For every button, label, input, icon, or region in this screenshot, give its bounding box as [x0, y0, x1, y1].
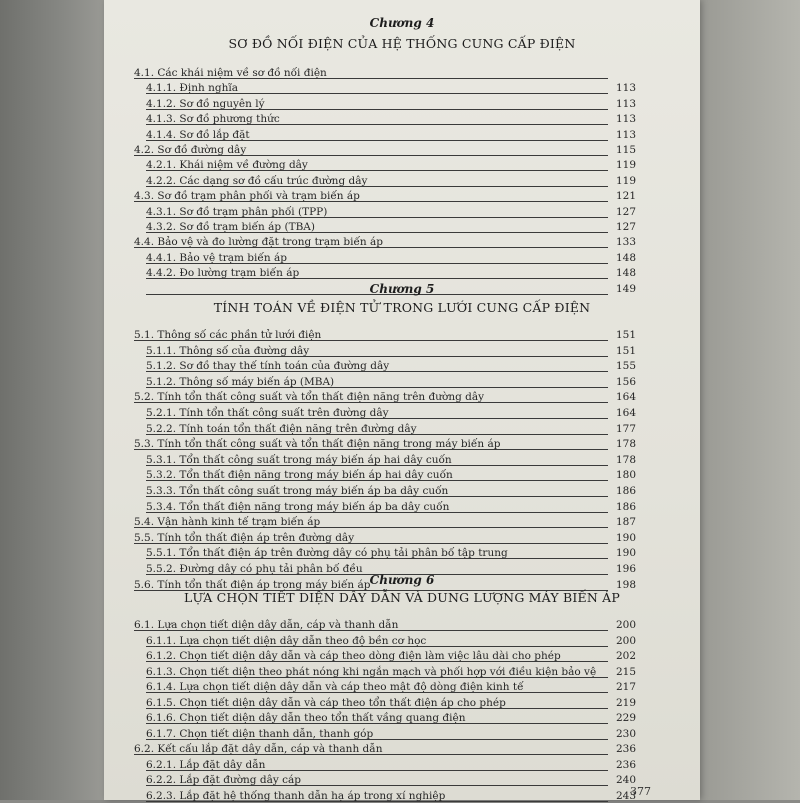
toc-entry-page: 164 [615, 391, 636, 404]
toc-entry [146, 174, 636, 188]
toc-entry-label: 4.2.1. Khái niệm về đường dây [146, 159, 308, 172]
toc-entry-label: 4.1. Các khái niệm về sơ đồ nối điện [134, 67, 327, 79]
toc-entry-page: 155 [615, 360, 636, 373]
toc-entry-page: 113 [615, 113, 636, 126]
page-number: 377 [630, 785, 651, 798]
toc-entry-page: 219 [615, 696, 636, 709]
toc-entry-page: 127 [615, 221, 636, 233]
table-background [700, 0, 800, 800]
toc-entry [146, 696, 636, 710]
toc-entry-label: 5.1.2. Thông số máy biến áp (MBA) [146, 375, 335, 388]
toc-entry-page: 230 [615, 727, 636, 740]
toc-entry [146, 727, 636, 741]
toc-entry-page: 240 [615, 774, 636, 786]
toc-entry [146, 81, 636, 95]
toc-entry-label: 5.4. Vận hành kinh tế trạm biến áp [134, 516, 321, 529]
toc-entry-page: 148 [615, 251, 636, 264]
toc-entry-label: 4.1.1. Định nghĩa [146, 82, 238, 95]
toc-entry [146, 546, 636, 560]
toc-entry-label: 5.5.1. Tổn thất điện áp trên đường dây có phụ tải phân bố tập trung [146, 547, 508, 560]
toc-entry [134, 618, 636, 632]
toc-entry-label: 5.1.1. Thông số của đường dây [146, 344, 310, 357]
toc-entry-label: 5.2.2. Tính toán tổn thất điện năng trên đường dây [146, 422, 417, 435]
toc-entry-page: 186 [615, 500, 636, 513]
toc-entry [134, 437, 636, 451]
toc-entry-label: 5.6. Tính tổn thất điện áp trong máy biến áp [134, 578, 371, 591]
toc-entry-label: 6.2.3. Lắp đặt hệ thống thanh dẫn hạ áp trong xí nghiệp [146, 789, 446, 802]
toc-entry-page: 187 [615, 516, 636, 529]
toc-entry-page: 202 [615, 650, 636, 662]
toc-entry [146, 406, 636, 420]
toc-entry-label: 6.1.1. Lựa chọn tiết diện dây dẫn theo độ bền cơ học [146, 634, 427, 647]
toc-entry [146, 158, 636, 172]
toc-entry [146, 758, 636, 772]
toc-entry [134, 189, 636, 203]
toc-entry [146, 665, 636, 679]
toc-entry [146, 773, 636, 787]
toc-entry-page: 119 [615, 159, 636, 172]
toc-entry-label: 5.5.2. Đường dây có phụ tải phân bố đều [146, 563, 363, 575]
toc-entry-label: 5.2.1. Tính tổn thất công suất trên đường dây [146, 407, 389, 419]
toc-entry-label: 6.1.2. Chọn tiết diện dây dẫn và cáp theo dòng điện làm việc lâu dài cho phép [146, 650, 561, 662]
toc-entry-page: 180 [615, 469, 636, 482]
toc-entry [146, 112, 636, 126]
toc-entry-label: 5.5. Tính tổn thất điện áp trên đường dây [134, 531, 355, 544]
toc-entry [134, 742, 636, 756]
toc-entry-page: 177 [615, 422, 636, 435]
toc-entry-label: 6.1.3. Chọn tiết diện theo phát nóng khi ngắn mạch và phối hợp với điều kiện bảo vệ [146, 665, 597, 678]
toc-entry [146, 453, 636, 467]
toc-entry [134, 66, 636, 80]
toc-entry [134, 515, 636, 529]
toc-entry-label: 4.1.2. Sơ đồ nguyên lý [146, 97, 265, 110]
toc-entry-page: 151 [615, 329, 636, 341]
toc-entry [146, 680, 636, 694]
toc-entry-page: 113 [615, 82, 636, 95]
toc-entry-label: 6.1.6. Chọn tiết diện dây dẫn theo tổn thất vầng quang điện [146, 712, 466, 724]
toc-entry-page: 190 [615, 531, 636, 544]
toc-entry-label: 4.1.4. Sơ đồ lắp đặt [146, 128, 250, 141]
toc-entry [146, 500, 636, 514]
toc-entry-page: 151 [615, 344, 636, 357]
toc-entry-label: 4.2.2. Các dạng sơ đồ cấu trúc đường dây [146, 174, 368, 187]
toc-entry-page: 113 [615, 97, 636, 110]
toc-entry [146, 266, 636, 280]
toc-entry-label: 6.2.2. Lắp đặt đường dây cáp [146, 774, 301, 786]
toc-entry [146, 649, 636, 663]
toc-entry-page: 149 [615, 282, 636, 295]
toc-entry-label: 5.2. Tính tổn thất công suất và tổn thất điện năng trên đường dây [134, 391, 485, 404]
toc-entry-label: 5.3.4. Tổn thất điện năng trong máy biến áp ba dây cuốn [146, 500, 450, 513]
toc-entry-page: 229 [615, 712, 636, 724]
toc-entry-page: 178 [615, 438, 636, 451]
toc-entry-label: 5.3.2. Tổn thất điện năng trong máy biến áp hai dây cuốn [146, 469, 453, 482]
table-of-contents [104, 0, 700, 800]
toc-entry-label: 4.2. Sơ đồ đường dây [134, 144, 247, 156]
toc-entry-label: 4.4. Bảo vệ và đo lường đặt trong trạm biến áp [134, 236, 384, 249]
toc-entry [146, 344, 636, 358]
toc-entry [134, 531, 636, 545]
toc-entry-page: 133 [615, 236, 636, 249]
chapter-label: Chương 4 [369, 16, 435, 30]
chapter-title: TÍNH TOÁN VỀ ĐIỆN TỬ TRONG LƯỚI CUNG CẤP ĐIỆN [213, 300, 591, 315]
toc-entry [146, 422, 636, 436]
book-spine-shadow [0, 0, 110, 800]
toc-entry-page: 119 [615, 174, 636, 187]
toc-entry-page: 236 [615, 758, 636, 771]
toc-entry [134, 390, 636, 404]
chapter-title: LỰA CHỌN TIẾT DIỆN DÂY DẪN VÀ DUNG LƯỢNG MÁY BIẾN ÁP [183, 590, 621, 605]
toc-entry-label: 5.3. Tính tổn thất công suất và tổn thất điện năng trong máy biến áp [134, 438, 501, 451]
toc-entry-label: 6.1. Lựa chọn tiết diện dây dẫn, cáp và thanh dẫn [134, 619, 399, 631]
toc-entry-label: 4.3.2. Sơ đồ trạm biến áp (TBA) [146, 221, 315, 233]
toc-entry-label: 5.1. Thông số các phần tử lưới điện [134, 329, 322, 341]
toc-entry-page: 121 [615, 190, 636, 203]
toc-entry-page: 217 [615, 681, 636, 693]
toc-entry-label: 4.3. Sơ đồ trạm phân phối và trạm biến áp [134, 190, 360, 203]
toc-entry-label: 6.2. Kết cấu lắp đặt dây dẫn, cáp và thanh dẫn [134, 743, 383, 755]
toc-entry [146, 789, 636, 803]
toc-entry-label: 4.4.2. Đo lường trạm biến áp [146, 267, 300, 280]
toc-entry-page: 113 [615, 128, 636, 141]
toc-entry-label: 5.3.3. Tổn thất công suất trong máy biến áp ba dây cuốn [146, 485, 449, 497]
toc-entry [134, 328, 636, 342]
toc-entry-page: 115 [615, 144, 636, 156]
chapter-label: Chương 6 [369, 573, 435, 587]
toc-entry-page: 243 [615, 789, 636, 802]
chapter-title: SƠ ĐỒ NỐI ĐIỆN CỦA HỆ THỐNG CUNG CẤP ĐIỆN [228, 36, 576, 51]
toc-entry [146, 220, 636, 234]
toc-entry-page: 200 [615, 634, 636, 647]
toc-entry-label: 5.1.2. Sơ đồ thay thế tính toán của đường dây [146, 360, 390, 373]
toc-entry [146, 251, 636, 265]
book-page [104, 0, 700, 800]
toc-entry [134, 143, 636, 157]
toc-entry-label: 4.4.1. Bảo vệ trạm biến áp [146, 251, 287, 264]
toc-entry-page: 198 [615, 578, 636, 591]
toc-entry-page: 196 [615, 563, 636, 575]
toc-entry-label: 4.1.3. Sơ đồ phương thức [146, 113, 280, 126]
toc-entry-page: 148 [615, 267, 636, 280]
toc-entry-label: 6.1.5. Chọn tiết diện dây dẫn và cáp theo tổn thất điện áp cho phép [146, 696, 506, 709]
toc-entry [146, 359, 636, 373]
toc-entry [146, 97, 636, 111]
toc-entry [146, 128, 636, 142]
toc-entry-page: 164 [615, 407, 636, 419]
chapter-label: Chương 5 [369, 282, 435, 296]
toc-entry [146, 205, 636, 219]
toc-entry-label: 6.1.4. Lựa chọn tiết diện dây dẫn và cáp theo mật độ dòng điện kinh tế [146, 681, 524, 693]
toc-entry [146, 634, 636, 648]
toc-entry-page: 156 [615, 375, 636, 388]
toc-entry [146, 375, 636, 389]
toc-entry-page: 236 [615, 743, 636, 755]
toc-entry-page: 178 [615, 453, 636, 466]
toc-entry-page: 215 [615, 665, 636, 678]
toc-entry-page: 186 [615, 485, 636, 497]
toc-entry-page: 200 [615, 619, 636, 631]
toc-entry-label: 6.1.7. Chọn tiết diện thanh dẫn, thanh góp [146, 727, 374, 740]
toc-entry-label: 5.3.1. Tổn thất công suất trong máy biến áp hai dây cuốn [146, 453, 452, 466]
toc-entry [134, 235, 636, 249]
toc-entry [146, 484, 636, 498]
toc-entry [146, 711, 636, 725]
toc-entry-page: 127 [615, 205, 636, 218]
toc-entry-page: 190 [615, 547, 636, 560]
toc-entry [146, 468, 636, 482]
toc-entry-label: 4.3.1. Sơ đồ trạm phân phối (TPP) [146, 205, 328, 218]
toc-entry-label: 6.2.1. Lắp đặt dây dẫn [146, 758, 266, 771]
